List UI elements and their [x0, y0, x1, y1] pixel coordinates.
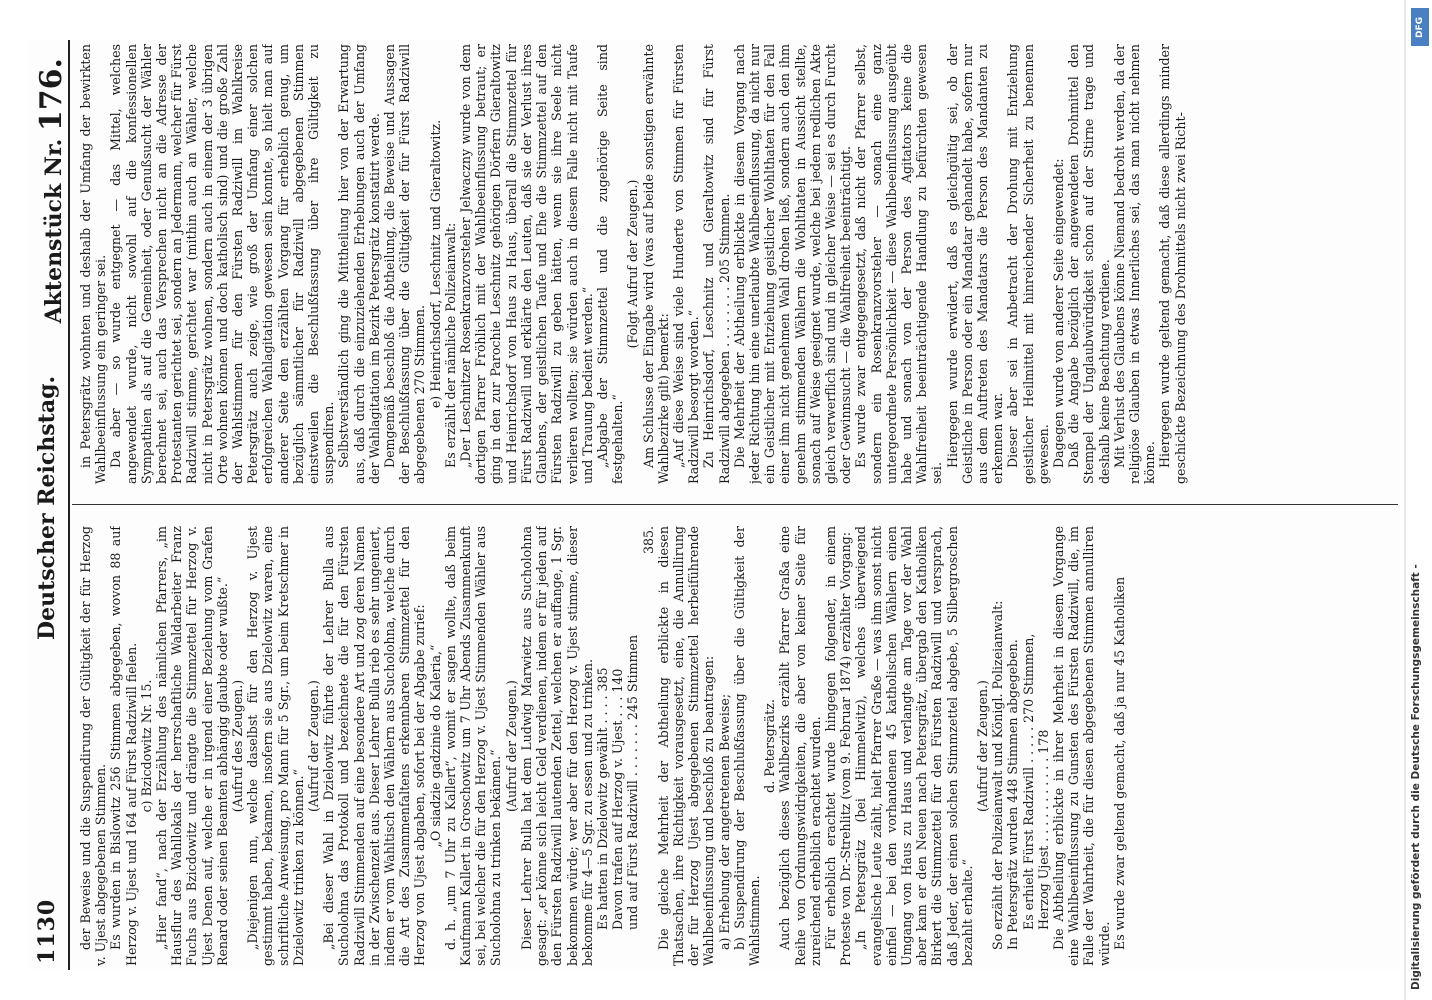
paragraph: d. h. „um 7 Uhr zu Kallert“, womit er sagen wollte, daß beim Kaufmann Kallert in Groschowitz um 7 Uhr Abends Zusammenkunft sei, bei welcher die für den Herzog v. Ujest Stimmenden Wähler aus Sucholohna zu trinken bekämen.“ — [442, 526, 504, 966]
paragraph: Die Mehrheit der Abtheilung erblickte in diesem Vorgang nach jeder Richtung hin eine unerlaubte Wahlbeeinflussung, da nicht nur ein Geistlicher mit Entziehung geistlicher Wohlthaten für den Fall einer ihm nicht genehmen Wahl drohen ließ, sondern auch den ihm genehm stimmenden Wählern die Wohlthaten in Aussicht stellte, sonach auf Weise geeignet wurde, welche bei jedem redlichen Akte gleich verwerflich sind und in gleicher Weise — sei es durch Furcht oder Gewinnsucht — die Wahlfreiheit beeinträchtigt. — [731, 44, 854, 484]
paragraph: Selbstverständlich ging die Mittheilung hier von der Erwartung aus, daß durch die einzuziehenden Erhebungen auch der Umfang der Wahlagitation im Bezirk Petersgrätz konstatirt werde. — [336, 44, 382, 484]
subheading: d. Petersgrätz. — [762, 699, 778, 793]
tally-line: und auf Fürst Radziwill . . . . . . . 245 Stimmen — [625, 634, 641, 930]
section-number: 176. — [34, 58, 69, 132]
quote-paragraph: „Diejenigen nun, welche daselbst für den Herzog v. Ujest gestimmt haben, bekamen, insofern sie aus Dzielowitz waren, eine schriftliche Anweisung, pro Mann für 5 Sgr., um beim Kretschmer in Dzielowitz trinken zu können.“ — [245, 526, 306, 966]
paragraph: Dieser Lehrer Bulla hat dem Ludwig Marwietz aus Sucholohna gesagt: „er könne sich leicht Geld verdienen, indem er für jeden auf den Fürsten Radziwill lautenden Zettel, welchen er auffange, 1 Sgr. bekommen würde; wer aber für den Herzog v. Ujest stimme, dieser bekomme für 4—5 Sgr. zu essen und zu trinken. — [518, 526, 595, 966]
quote-paragraph: „Der Leschnitzer Rosenkranzvorsteher Jelwaczny wurde von dem dortigen Pfarrer Fröhlich mit der Wahlbeeinflussung betraut; er ging in den zur Parochie Leschnitz gehörigen Dörfern Gieraltowitz und Heinrichsdorf von Haus zu Haus, überall die Stimmzettel für Fürst Radziwill und erklärte den Leuten, daß sie der Verlust ihres Glaubens, der geistlichen Taufe und Ehe die Stimmzettel auf den Fürsten Radziwill zu geben hätten, wenn sie ihre Seele nicht verlieren wollten; sie würden auch in diesem Falle nicht mit Taufe und Trauung bedient werden.“ — [458, 44, 595, 484]
paragraph: Es erzählt der nämliche Polizeianwalt: — [442, 222, 458, 468]
paragraph: Daß die Angabe bezüglich der angewendeten Drohmittel den Stempel der Unglaubwürdigkeit schon auf der Stirne trage und deshalb keine Beachtung verdiene. — [1066, 44, 1112, 484]
quote-paragraph: „Abgabe der Stimmzettel und die zugehörige Seite sind festgehalten.“ — [594, 44, 626, 484]
tally-line: Davon trafen auf Herzog v. Ujest . . . 140 — [610, 668, 626, 930]
left-column — [78, 526, 1398, 966]
column-divider — [72, 504, 1398, 505]
tally-total: 385. — [640, 526, 656, 555]
paragraph: Hiergegen wurde geltend gemacht, daß diese allerdings minder geschickte Bezeichnung des Drohmittels nicht zwei Richt- — [1157, 44, 1188, 484]
page-number: 1130 — [34, 898, 60, 964]
list-item: a) Erhebung der angetretenen Beweise; — [716, 693, 732, 950]
quote-paragraph: „Hier fand“, nach der Erzählung des nämlichen Pfarrers, „im Hausflur des Wahllokals der herrschaftliche Waldarbeiter Franz Fuchs aus Bzicdowitz und drängte die Stimmzettel für Herzog v. Ujest Denen auf, welche er in irgend einer Beziehung vom Grafen Renard oder seinen Beamten abhängig glaubte oder wußte.“ — [154, 526, 230, 966]
quote-paragraph: „Bei dieser Wahl in Dzielowitz führte der Lehrer Bulla aus Sucholohna das Protokoll und bezeichnete die für den Fürsten Radziwill Stimmenden auf eine besondere Art und zog deren Namen in der Zwischenzeit aus. Dieser Lehrer Bulla rieb es sehr ungeniert, indem er vom Wahltisch den Wählern aus Sucholohna, welche durch die Art des Zusammenfaltens erkennbaren Stimmzettel für den Herzog von Ujest abgaben, sofort bei der Abgabe zurief: — [321, 526, 428, 966]
evidence-note: (Aufruf des Zeugen.) — [230, 679, 246, 813]
paragraph: Auch bezüglich dieses Wahlbezirks erzählt Pfarrer Graßa eine Reihe von Ordnungswidrigkeiten, die aber von keiner Seite für zureichend erheblich erachtet wurden. — [777, 526, 823, 966]
paragraph: Die gleiche Mehrheit der Abtheilung erblickte in diesen Thatsachen, ihre Richtigkeit vorausgesetzt, eine, die Annullirung der für Herzog Ujest abgegebenen Stimmzettel herbeiführende Wahlbeeinflussung und beschloß zu beantragen: — [655, 526, 717, 966]
paragraph: Da aber — so wurde entgegnet — das Mittel, welches angewendet wurde, nicht sowohl auf die konfessionellen Sympathien als auf die Gemeinheit, oder Genußsucht der Wähler berechnet sei, auch das Versprechen nicht an die Adresse der Protestanten gerichtet sei, sondern an Jedermann, welcher für Fürst Radziwill stimme, gerichtet war (mithin auch an Wähler, welche nicht in Petersgrätz wohnen, sondern auch in einem der 3 übrigen Orte wohnen können und doch katholisch sind) und die große Zahl der Wahlstimmen für den Fürsten Radziwill im Wahlkreise Petersgrätz auch zeige, wie groß der Umfang einer solchen erfolgreichen Wahlagitation gewesen sein konnte, so hielt man auf anderer Seite den erzählten Vorgang für erheblich genug, um bezüglich sämmtlicher für Radziwill abgegebenen Stimmen einstweilen die Beschlußfassung über ihre Gültigkeit zu suspendiren. — [108, 44, 337, 484]
paragraph: Mit Verlust des Glaubens könne Niemand bedroht werden, da der religiöse Glauben in etwas Innerliches sei, das man nicht nehmen könne. — [1111, 44, 1158, 484]
paragraph: Am Schlusse der Eingabe wird (was auf beide sonstigen erwähnte Wahlbezirke gilt) bemerkt: — [640, 44, 671, 484]
dfg-logo: DFG — [1411, 8, 1429, 46]
paragraph: Es wurden in Bislowitz 256 Stimmen abgegeben, wovon 88 auf Herzog v. Ujest und 164 auf Fürst Radziwill fielen. — [108, 526, 139, 966]
right-column — [78, 44, 1398, 484]
paragraph: Für erheblich erachtet wurde hingegen folgender, in einem Protestе von Dr.-Strehlitz (vom 9. Februar 1874) erzählter Vorgang: — [822, 526, 854, 966]
quote-paragraph: „In Petersgrätz (bei Himmelwitz), welches überwiegend evangelische Leute zählt, hielt Pfarrer Graße — was ihm sonst nicht einfiel — bei den vorhandenen 45 katholischen Wählern einen Umgang von Haus zu Haus und verlangte am Tage vor der Wahl aber kam er den Neuen nach Petersgrätz, übergab den Katholiken Birkert die Stimmzettel für den Fürsten Radziwill und versprach, daß Jeder, der einen solchen Stimmzettel abgebe, 5 Silbergroschen bezahlt erhalte.“ — [853, 526, 975, 966]
tally-line: Herzog Ujest . . . . . . . . . . . 178 — [1035, 729, 1051, 930]
digitization-footer — [1406, 0, 1432, 1000]
journal-title: Deutscher Reichstag. — [34, 375, 60, 640]
evidence-note: (Aufruf der Zeugen.) — [503, 680, 519, 812]
evidence-note: (Aufruf der Zeugen.) — [974, 680, 990, 812]
page-body — [28, 40, 1402, 970]
paragraph: In Petersgrätz wurden 448 Stimmen abgegeben. — [1005, 639, 1021, 950]
paragraph: Dagegen wurde von anderer Seite eingewendet: — [1051, 158, 1066, 468]
paragraph: So erzählt der Polizeianwalt und Königl. Polizeianwalt: — [990, 600, 1006, 950]
tally-line: Es erhielt Fürst Radziwill . . . . . 270 Stimmen, — [1020, 633, 1036, 930]
paragraph: Hiergegen wurde erwidert, daß es gleichgültig sei, ob der Geistliche in Person oder ein Mandatar gehandelt habe, sofern nur aus dem Auftreten des Mandatars die Person des Mandanten zu erkennen war. — [944, 44, 1006, 484]
paragraph: der Beweise und die Suspendirung der Gültigkeit der für Herzog v. Ujest abgegebenen Stimmen. — [78, 526, 109, 966]
list-item: b) Suspendirung der Beschlußfassung über die Gültigkeit der Wahlstimmen. — [731, 526, 762, 966]
paragraph: in Petersgrätz wohnten und deshalb der Umfang der bewirkten Wahlbeeinflussung ein geringer sei. — [78, 44, 109, 484]
section-title — [34, 58, 69, 323]
polish-quote: „O siadzie gadzinie do Kaleria,“ — [427, 644, 443, 848]
paragraph: Demgemäß beschloß die Abtheilung, die Beweise und Aussagen der Beschlußfassung über die Gültigkeit der für Fürst Radziwill abgegebenen 270 Stimmen. — [382, 44, 428, 484]
section-prefix: Aktenstück Nr. — [41, 138, 67, 324]
paragraph: Es wurde zwar entgegengesetzt, daß nicht der Pfarrer selbst, sondern ein Rosenkranzvorsteher — sonach eine ganz untergeordnete Persönlichkeit — diese Wahlbeeinflussung ausgeübt habe und sonach von der Person des Agitators keine die Wahlfreiheit beeinträchtigende Handlung zu befürchten gewesen sei. — [853, 44, 945, 484]
evidence-note: (Folgt Aufruf der Zeugen.) — [625, 179, 641, 349]
quote-paragraph: „Auf diese Weise sind viele Hunderte von Stimmen für Fürsten Radziwill besorgt worden.“ — [670, 44, 702, 484]
paragraph: Zu Heinrichsdorf, Leschnitz und Gieraltowitz sind für Fürst Radziwill abgegeben . . . . . . . . 205 Stimmen. — [701, 44, 732, 484]
tally-line: Es hatten in Dzielowitz gewählt . . . . 385 — [594, 667, 610, 930]
paragraph: Es wurde zwar geltend gemacht, daß ja nur 45 Katholiken — [1111, 576, 1127, 950]
evidence-note: (Aufruf der Zeugen.) — [306, 680, 322, 812]
paragraph: Dieser aber sei in Anbetracht der Drohung mit Entziehung geistlicher Heilmittel mit hinreichender Sicherheit zu benennen gewesen. — [1005, 44, 1051, 484]
subheading: c) Bzicdowitz Nr. 15. — [138, 679, 154, 813]
subheading: e) Heinrichsdorf, Leschnitz und Gieraltowitz. — [427, 119, 443, 409]
running-header — [28, 40, 70, 970]
paragraph: Die Abtheilung erblickte in ihrer Mehrheit in diesem Vorgange eine Wahlbeeinflussung zu Gunsten des Fürsten Radziwill, die, im Falle der Wahrheit, die für diesen abgegebenen Stimmen annulliren würde. — [1051, 526, 1112, 966]
footer-credit: Digitalisierung gefördert durch die Deutsche Forschungsgemeinschaft - — [1410, 564, 1422, 990]
